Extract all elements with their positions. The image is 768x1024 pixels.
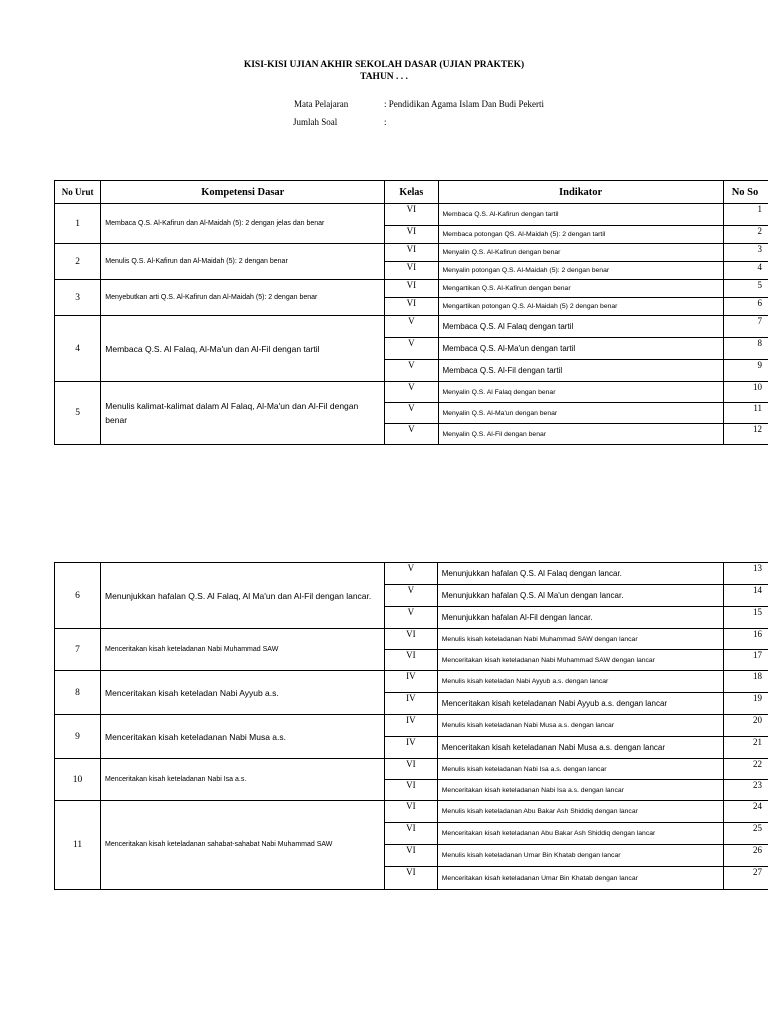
kompetensi-dasar-cell: Menulis kalimat-kalimat dalam Al Falaq, Al-Ma'un dan Al-Fil dengan benar [101, 382, 385, 445]
kelas-cell: VI [385, 226, 438, 244]
no-urut-cell: 11 [55, 801, 101, 890]
no-urut-cell: 3 [55, 280, 101, 316]
kompetensi-dasar-cell: Menulis Q.S. Al-Kafirun dan Al-Maidah (5): 2 dengan benar [101, 244, 385, 280]
kelas-cell: VI [385, 244, 438, 262]
header-kompetensi-dasar: Kompetensi Dasar [101, 181, 385, 204]
kelas-cell: VI [384, 759, 437, 780]
no-soal-cell: 20 [724, 715, 768, 737]
kelas-cell: V [385, 382, 438, 403]
indikator-cell: Menyalin Q.S. Al Falaq dengan benar [438, 382, 723, 403]
kelas-cell: IV [384, 671, 437, 693]
indikator-cell: Menceritakan kisah keteladanan Abu Bakar Ash Shiddiq dengan lancar [437, 823, 723, 845]
no-soal-cell: 23 [724, 780, 768, 801]
kelas-cell: V [385, 360, 438, 382]
kompetensi-dasar-cell: Menceritakan kisah keteladan Nabi Ayyub a.s. [101, 671, 385, 715]
kelas-cell: VI [385, 204, 438, 226]
kelas-cell: IV [384, 715, 437, 737]
no-soal-cell: 9 [723, 360, 768, 382]
no-soal-cell: 5 [723, 280, 768, 298]
kelas-cell: VI [384, 801, 437, 823]
no-soal-cell: 21 [724, 737, 768, 759]
kisi-table-2 [54, 562, 768, 890]
table-row [55, 759, 768, 780]
kelas-cell: VI [384, 867, 437, 890]
kompetensi-dasar-cell: Menceritakan kisah keteladanan Nabi Isa a.s. [101, 759, 385, 801]
kelas-cell: IV [384, 737, 437, 759]
indikator-cell: Membaca Q.S. Al Falaq dengan tartil [438, 316, 723, 338]
kelas-cell: V [385, 424, 438, 445]
table-row [55, 382, 768, 403]
no-urut-cell: 9 [55, 715, 101, 759]
indikator-cell: Menunjukkan hafalan Q.S. Al Ma'un dengan lancar. [437, 585, 723, 607]
table-row [55, 563, 768, 585]
jumlah-soal-value: : [384, 117, 387, 127]
kelas-cell: V [384, 563, 437, 585]
kompetensi-dasar-cell: Menceritakan kisah keteladanan Nabi Muhammad SAW [101, 629, 385, 671]
kelas-cell: VI [384, 629, 437, 650]
no-soal-cell: 7 [723, 316, 768, 338]
header-indikator: Indikator [438, 181, 723, 204]
no-urut-cell: 10 [55, 759, 101, 801]
no-urut-cell: 8 [55, 671, 101, 715]
indikator-cell: Menceritakan kisah keteladanan Nabi Musa a.s. dengan lancar [437, 737, 723, 759]
header-no-soal: No So [723, 181, 768, 204]
kelas-cell: VI [384, 780, 437, 801]
kelas-cell: V [384, 585, 437, 607]
kisi-table-1 [54, 180, 768, 445]
no-soal-cell: 17 [724, 650, 768, 671]
indikator-cell: Menyalin Q.S. Al-Kafirun dengan benar [438, 244, 723, 262]
kelas-cell: VI [385, 298, 438, 316]
kompetensi-dasar-cell: Membaca Q.S. Al Falaq, Al-Ma'un dan Al-Fil dengan tartil [101, 316, 385, 382]
table-row [55, 316, 768, 338]
kelas-cell: V [384, 607, 437, 629]
no-soal-cell: 6 [723, 298, 768, 316]
indikator-cell: Membaca potongan QS. Al-Maidah (5): 2 dengan tartil [438, 226, 723, 244]
table-row [55, 671, 768, 693]
kompetensi-dasar-cell: Menunjukkan hafalan Q.S. Al Falaq, Al Ma'un dan Al-Fil dengan lancar. [101, 563, 385, 629]
indikator-cell: Menulis kisah keteladanan Umar Bin Khatab dengan lancar [437, 845, 723, 867]
kelas-cell: V [385, 403, 438, 424]
indikator-cell: Membaca Q.S. Al-Kafirun dengan tartil [438, 204, 723, 226]
indikator-cell: Mengartikan potongan Q.S. Al-Maidah (5) 2 dengan benar [438, 298, 723, 316]
no-soal-cell: 4 [723, 262, 768, 280]
mata-pelajaran-value: : Pendidikan Agama Islam Dan Budi Pekerti [384, 99, 544, 109]
table-row [55, 715, 768, 737]
no-soal-cell: 2 [723, 226, 768, 244]
document-year: TAHUN . . . [360, 72, 408, 82]
indikator-cell: Membaca Q.S. Al-Fil dengan tartil [438, 360, 723, 382]
no-soal-cell: 13 [724, 563, 768, 585]
header-kelas: Kelas [385, 181, 438, 204]
no-soal-cell: 19 [724, 693, 768, 715]
no-soal-cell: 16 [724, 629, 768, 650]
document-title: KISI-KISI UJIAN AKHIR SEKOLAH DASAR (UJIAN PRAKTEK) [243, 60, 525, 70]
indikator-cell: Menulis kisah keteladanan Abu Bakar Ash Shiddiq dengan lancar [437, 801, 723, 823]
indikator-cell: Menulis kisah keteladan Nabi Ayyub a.s. dengan lancar [437, 671, 723, 693]
indikator-cell: Mengartikan Q.S. Al-Kafirun dengan benar [438, 280, 723, 298]
kelas-cell: IV [384, 693, 437, 715]
indikator-cell: Menyalin potongan Q.S. Al-Maidah (5): 2 dengan benar [438, 262, 723, 280]
no-urut-cell: 1 [55, 204, 101, 244]
no-soal-cell: 22 [724, 759, 768, 780]
table-row [55, 629, 768, 650]
kelas-cell: VI [385, 262, 438, 280]
no-soal-cell: 14 [724, 585, 768, 607]
no-soal-cell: 18 [724, 671, 768, 693]
no-urut-cell: 5 [55, 382, 101, 445]
kompetensi-dasar-cell: Menceritakan kisah keteladanan Nabi Musa a.s. [101, 715, 385, 759]
no-soal-cell: 25 [724, 823, 768, 845]
kompetensi-dasar-cell: Menyebutkan arti Q.S. Al-Kafirun dan Al-Maidah (5): 2 dengan benar [101, 280, 385, 316]
table-row [55, 204, 768, 226]
indikator-cell: Membaca Q.S. Al-Ma'un dengan tartil [438, 338, 723, 360]
no-urut-cell: 2 [55, 244, 101, 280]
kompetensi-dasar-cell: Menceritakan kisah keteladanan sahabat-sahabat Nabi Muhammad SAW [101, 801, 385, 890]
indikator-cell: Menyalin Q.S. Al-Ma'un dengan benar [438, 403, 723, 424]
mata-pelajaran-label: Mata Pelajaran [294, 99, 349, 109]
indikator-cell: Menulis kisah keteladanan Nabi Isa a.s. dengan lancar [437, 759, 723, 780]
indikator-cell: Menulis kisah keteladanan Nabi Muhammad SAW dengan lancar [437, 629, 723, 650]
table-row [55, 801, 768, 823]
no-soal-cell: 12 [723, 424, 768, 445]
indikator-cell: Menunjukkan hafalan Al-Fil dengan lancar. [437, 607, 723, 629]
indikator-cell: Menceritakan kisah keteladanan Nabi Muhammad SAW dengan lancar [437, 650, 723, 671]
kompetensi-dasar-cell: Membaca Q.S. Al-Kafirun dan Al-Maidah (5): 2 dengan jelas dan benar [101, 204, 385, 244]
header-no-urut: No Urut [55, 181, 101, 204]
indikator-cell: Menyalin Q.S. Al-Fil dengan benar [438, 424, 723, 445]
no-soal-cell: 10 [723, 382, 768, 403]
indikator-cell: Menulis kisah keteladanan Nabi Musa a.s. dengan lancar [437, 715, 723, 737]
indikator-cell: Menceritakan kisah keteladanan Umar Bin Khatab dengan lancar [437, 867, 723, 890]
kelas-cell: V [385, 338, 438, 360]
indikator-cell: Menunjukkan hafalan Q.S. Al Falaq dengan lancar. [437, 563, 723, 585]
no-soal-cell: 1 [723, 204, 768, 226]
no-soal-cell: 15 [724, 607, 768, 629]
table-row [55, 244, 768, 262]
indikator-cell: Menceritakan kisah keteladanan Nabi Isa a.s. dengan lancar [437, 780, 723, 801]
no-soal-cell: 3 [723, 244, 768, 262]
no-soal-cell: 8 [723, 338, 768, 360]
table-row [55, 280, 768, 298]
no-urut-cell: 4 [55, 316, 101, 382]
kelas-cell: VI [385, 280, 438, 298]
no-soal-cell: 11 [723, 403, 768, 424]
no-soal-cell: 26 [724, 845, 768, 867]
indikator-cell: Menceritakan kisah keteladanan Nabi Ayyub a.s. dengan lancar [437, 693, 723, 715]
no-urut-cell: 6 [55, 563, 101, 629]
kelas-cell: VI [384, 650, 437, 671]
kelas-cell: V [385, 316, 438, 338]
no-soal-cell: 27 [724, 867, 768, 890]
no-soal-cell: 24 [724, 801, 768, 823]
kelas-cell: VI [384, 845, 437, 867]
jumlah-soal-label: Jumlah Soal [293, 117, 338, 127]
kelas-cell: VI [384, 823, 437, 845]
no-urut-cell: 7 [55, 629, 101, 671]
